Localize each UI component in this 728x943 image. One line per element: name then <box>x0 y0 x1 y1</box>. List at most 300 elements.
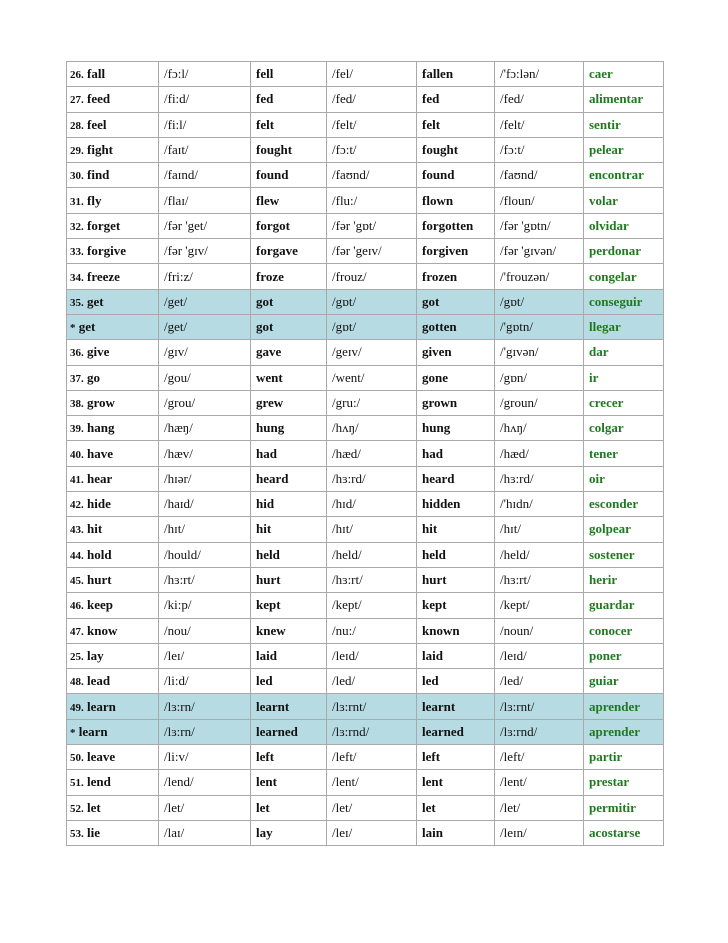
base-form: freeze <box>87 268 120 284</box>
verb-row <box>67 62 664 87</box>
base-form: get <box>87 293 104 309</box>
verb-row <box>67 795 664 820</box>
verb-row <box>67 643 664 668</box>
spanish-translation: conseguir <box>584 289 664 314</box>
past-pronunciation: /hɜ:rt/ <box>327 567 417 592</box>
base-form-cell <box>67 669 159 694</box>
base-form: hold <box>87 546 112 562</box>
verb-row <box>67 745 664 770</box>
verb-row <box>67 314 664 339</box>
past-participle: fallen <box>417 62 495 87</box>
participle-pronunciation: /gɒt/ <box>495 289 584 314</box>
past-pronunciation: /leɪd/ <box>327 643 417 668</box>
base-form-cell <box>67 163 159 188</box>
base-pronunciation: /hɪt/ <box>159 517 251 542</box>
base-pronunciation: /fri:z/ <box>159 264 251 289</box>
verb-row <box>67 188 664 213</box>
participle-pronunciation: /led/ <box>495 669 584 694</box>
verb-number: 50. <box>70 752 84 765</box>
verb-number: 43. <box>70 524 84 537</box>
participle-pronunciation: /lɜ:rnt/ <box>495 694 584 719</box>
past-pronunciation: /nu:/ <box>327 618 417 643</box>
participle-pronunciation: /hɜ:rt/ <box>495 567 584 592</box>
base-pronunciation: /fi:l/ <box>159 112 251 137</box>
verb-number: 48. <box>70 676 84 689</box>
past-pronunciation: /hɪt/ <box>327 517 417 542</box>
base-form: fight <box>87 142 113 158</box>
past-participle: hung <box>417 416 495 441</box>
spanish-translation: sentir <box>584 112 664 137</box>
base-form: feed <box>87 91 111 107</box>
verb-number: 52. <box>70 802 84 815</box>
past-pronunciation: /hɜ:rd/ <box>327 466 417 491</box>
participle-pronunciation: /faʊnd/ <box>495 163 584 188</box>
past-simple: grew <box>251 390 327 415</box>
verb-row <box>67 365 664 390</box>
verb-number: 40. <box>70 448 84 461</box>
participle-pronunciation: /'fɔ:lən/ <box>495 62 584 87</box>
base-form-cell <box>67 365 159 390</box>
past-pronunciation: /kept/ <box>327 593 417 618</box>
base-form-cell <box>67 188 159 213</box>
base-form: lead <box>87 673 111 689</box>
past-participle: lain <box>417 820 495 845</box>
past-participle: found <box>417 163 495 188</box>
base-pronunciation: /nou/ <box>159 618 251 643</box>
spanish-translation: permitir <box>584 795 664 820</box>
past-pronunciation: /went/ <box>327 365 417 390</box>
past-participle: left <box>417 745 495 770</box>
past-simple: fell <box>251 62 327 87</box>
base-form-cell <box>67 264 159 289</box>
past-pronunciation: /fər 'gɒt/ <box>327 213 417 238</box>
base-form-cell <box>67 770 159 795</box>
past-pronunciation: /gru:/ <box>327 390 417 415</box>
verb-number: 35. <box>70 296 84 309</box>
base-form-cell <box>67 213 159 238</box>
base-form: get <box>78 319 96 335</box>
past-participle: learned <box>417 719 495 744</box>
past-simple: fought <box>251 137 327 162</box>
base-form: give <box>87 344 110 360</box>
past-pronunciation: /hʌŋ/ <box>327 416 417 441</box>
past-participle: gotten <box>417 314 495 339</box>
verb-number: 38. <box>70 398 84 410</box>
verb-row <box>67 137 664 162</box>
base-pronunciation: /haɪd/ <box>159 492 251 517</box>
participle-pronunciation: /hɜ:rd/ <box>495 466 584 491</box>
verb-number: 30. <box>70 170 84 183</box>
spanish-translation: pelear <box>584 137 664 162</box>
base-form-cell <box>67 137 159 162</box>
verb-number: 44. <box>70 549 84 562</box>
base-pronunciation: /hæv/ <box>159 441 251 466</box>
past-simple: froze <box>251 264 327 289</box>
base-pronunciation: /get/ <box>159 314 251 339</box>
past-simple: led <box>251 669 327 694</box>
spanish-translation: tener <box>584 441 664 466</box>
verb-row <box>67 593 664 618</box>
base-form-cell <box>67 795 159 820</box>
participle-pronunciation: /leɪd/ <box>495 643 584 668</box>
participle-pronunciation: /hæd/ <box>495 441 584 466</box>
base-pronunciation: /lend/ <box>159 770 251 795</box>
verb-number: 27. <box>70 94 84 107</box>
base-pronunciation: /faɪt/ <box>159 137 251 162</box>
participle-pronunciation: /held/ <box>495 542 584 567</box>
base-form: have <box>87 445 113 461</box>
base-form: hide <box>87 496 111 512</box>
verb-number: 26. <box>70 69 84 82</box>
base-form: forget <box>87 217 121 233</box>
participle-pronunciation: /'gɒtn/ <box>495 314 584 339</box>
spanish-translation: sostener <box>584 542 664 567</box>
spanish-translation: colgar <box>584 416 664 441</box>
base-form-cell <box>67 441 159 466</box>
base-form-cell <box>67 745 159 770</box>
verb-number: * <box>70 322 76 335</box>
base-pronunciation: /hæŋ/ <box>159 416 251 441</box>
past-pronunciation: /fed/ <box>327 87 417 112</box>
base-pronunciation: /li:d/ <box>159 669 251 694</box>
verb-row <box>67 340 664 365</box>
past-pronunciation: /held/ <box>327 542 417 567</box>
past-participle: had <box>417 441 495 466</box>
participle-pronunciation: /leɪn/ <box>495 820 584 845</box>
base-pronunciation: /let/ <box>159 795 251 820</box>
spanish-translation: perdonar <box>584 239 664 264</box>
past-pronunciation: /fel/ <box>327 62 417 87</box>
past-participle: learnt <box>417 694 495 719</box>
past-participle: lent <box>417 770 495 795</box>
spanish-translation: guardar <box>584 593 664 618</box>
base-pronunciation: /hould/ <box>159 542 251 567</box>
past-simple: forgave <box>251 239 327 264</box>
verb-number: 39. <box>70 423 84 436</box>
past-participle: laid <box>417 643 495 668</box>
past-participle: flown <box>417 188 495 213</box>
past-simple: knew <box>251 618 327 643</box>
base-form: fall <box>87 66 106 82</box>
past-simple: left <box>251 745 327 770</box>
past-pronunciation: /leɪ/ <box>327 820 417 845</box>
verb-row <box>67 264 664 289</box>
past-participle: fought <box>417 137 495 162</box>
past-simple: gave <box>251 340 327 365</box>
participle-pronunciation: /lɜ:rnd/ <box>495 719 584 744</box>
verb-row <box>67 567 664 592</box>
base-form-cell <box>67 62 159 87</box>
spanish-translation: alimentar <box>584 87 664 112</box>
verb-row <box>67 492 664 517</box>
spanish-translation: crecer <box>584 390 664 415</box>
verb-number: * <box>70 726 76 739</box>
past-simple: hung <box>251 416 327 441</box>
base-form-cell <box>67 340 159 365</box>
base-form-cell <box>67 542 159 567</box>
spanish-translation: esconder <box>584 492 664 517</box>
spanish-translation: golpear <box>584 517 664 542</box>
verb-row <box>67 669 664 694</box>
past-participle: frozen <box>417 264 495 289</box>
verb-row <box>67 441 664 466</box>
spanish-translation: dar <box>584 340 664 365</box>
base-pronunciation: /grou/ <box>159 390 251 415</box>
spanish-translation: partir <box>584 745 664 770</box>
past-simple: felt <box>251 112 327 137</box>
participle-pronunciation: /lent/ <box>495 770 584 795</box>
spanish-translation: congelar <box>584 264 664 289</box>
past-pronunciation: /let/ <box>327 795 417 820</box>
verb-number: 37. <box>70 372 84 385</box>
base-pronunciation: /gɪv/ <box>159 340 251 365</box>
past-pronunciation: /hɪd/ <box>327 492 417 517</box>
spanish-translation: acostarse <box>584 820 664 845</box>
base-form-cell <box>67 416 159 441</box>
past-participle: held <box>417 542 495 567</box>
past-simple: went <box>251 365 327 390</box>
base-form: know <box>87 622 118 638</box>
past-participle: gone <box>417 365 495 390</box>
past-participle: hurt <box>417 567 495 592</box>
base-pronunciation: /fər 'gɪv/ <box>159 239 251 264</box>
past-pronunciation: /lɜ:rnd/ <box>327 719 417 744</box>
past-pronunciation: /fɔ:t/ <box>327 137 417 162</box>
base-form-cell <box>67 492 159 517</box>
verb-number: 46. <box>70 600 84 613</box>
past-pronunciation: /frouz/ <box>327 264 417 289</box>
past-participle: given <box>417 340 495 365</box>
past-simple: fed <box>251 87 327 112</box>
past-simple: laid <box>251 643 327 668</box>
participle-pronunciation: /gɒn/ <box>495 365 584 390</box>
past-simple: lay <box>251 820 327 845</box>
past-participle: kept <box>417 593 495 618</box>
past-simple: forgot <box>251 213 327 238</box>
past-pronunciation: /felt/ <box>327 112 417 137</box>
past-simple: got <box>251 314 327 339</box>
participle-pronunciation: /fɔ:t/ <box>495 137 584 162</box>
base-form-cell <box>67 466 159 491</box>
base-pronunciation: /hɜ:rt/ <box>159 567 251 592</box>
participle-pronunciation: /kept/ <box>495 593 584 618</box>
verb-row <box>67 542 664 567</box>
base-pronunciation: /laɪ/ <box>159 820 251 845</box>
past-participle: let <box>417 795 495 820</box>
verb-row <box>67 719 664 744</box>
verb-row <box>67 112 664 137</box>
spanish-translation: poner <box>584 643 664 668</box>
past-simple: learnt <box>251 694 327 719</box>
base-form-cell <box>67 618 159 643</box>
past-participle: led <box>417 669 495 694</box>
verb-number: 32. <box>70 220 84 233</box>
base-form: leave <box>87 749 116 765</box>
base-pronunciation: /lɜ:rn/ <box>159 694 251 719</box>
verb-number: 33. <box>70 246 84 259</box>
past-participle: forgiven <box>417 239 495 264</box>
verb-row <box>67 466 664 491</box>
verb-row <box>67 289 664 314</box>
base-form-cell <box>67 87 159 112</box>
verb-row <box>67 820 664 845</box>
base-form-cell <box>67 643 159 668</box>
base-form-cell <box>67 820 159 845</box>
participle-pronunciation: /fər 'gɒtn/ <box>495 213 584 238</box>
past-simple: heard <box>251 466 327 491</box>
verb-number: 51. <box>70 777 84 790</box>
verb-row <box>67 390 664 415</box>
past-pronunciation: /left/ <box>327 745 417 770</box>
base-form: feel <box>87 116 107 132</box>
past-simple: learned <box>251 719 327 744</box>
base-form: lie <box>87 825 100 841</box>
base-form-cell <box>67 314 159 339</box>
base-form: find <box>87 167 110 183</box>
past-participle: known <box>417 618 495 643</box>
verb-row <box>67 213 664 238</box>
verb-number: 29. <box>70 145 84 158</box>
past-pronunciation: /hæd/ <box>327 441 417 466</box>
verb-row <box>67 770 664 795</box>
verb-row <box>67 239 664 264</box>
verb-number: 42. <box>70 499 84 512</box>
verb-row <box>67 163 664 188</box>
participle-pronunciation: /fed/ <box>495 87 584 112</box>
base-pronunciation: /li:v/ <box>159 745 251 770</box>
base-form: hang <box>87 420 115 436</box>
participle-pronunciation: /hɪt/ <box>495 517 584 542</box>
base-form: fly <box>87 192 102 208</box>
base-pronunciation: /get/ <box>159 289 251 314</box>
past-pronunciation: /flu:/ <box>327 188 417 213</box>
verb-row <box>67 618 664 643</box>
verb-rows <box>67 62 664 846</box>
base-pronunciation: /hɪər/ <box>159 466 251 491</box>
past-participle: hit <box>417 517 495 542</box>
spanish-translation: aprender <box>584 694 664 719</box>
spanish-translation: llegar <box>584 314 664 339</box>
verb-number: 47. <box>70 625 84 638</box>
verb-row <box>67 517 664 542</box>
past-pronunciation: /gɒt/ <box>327 289 417 314</box>
past-simple: kept <box>251 593 327 618</box>
base-form: hurt <box>87 572 112 588</box>
spanish-translation: herir <box>584 567 664 592</box>
past-participle: felt <box>417 112 495 137</box>
past-simple: hurt <box>251 567 327 592</box>
base-pronunciation: /faɪnd/ <box>159 163 251 188</box>
base-form: lay <box>87 647 104 663</box>
past-pronunciation: /lent/ <box>327 770 417 795</box>
irregular-verbs-table <box>66 61 664 846</box>
base-form: learn <box>78 723 108 739</box>
past-pronunciation: /fər 'geɪv/ <box>327 239 417 264</box>
irregular-verbs-sheet <box>66 61 663 846</box>
base-pronunciation: /fər 'get/ <box>159 213 251 238</box>
base-pronunciation: /fɔ:l/ <box>159 62 251 87</box>
past-participle: heard <box>417 466 495 491</box>
verb-number: 34. <box>70 271 84 284</box>
verb-row <box>67 416 664 441</box>
base-form-cell <box>67 390 159 415</box>
base-pronunciation: /flaɪ/ <box>159 188 251 213</box>
base-form-cell <box>67 517 159 542</box>
spanish-translation: prestar <box>584 770 664 795</box>
past-pronunciation: /geɪv/ <box>327 340 417 365</box>
base-form-cell <box>67 239 159 264</box>
participle-pronunciation: /'frouzən/ <box>495 264 584 289</box>
past-simple: got <box>251 289 327 314</box>
spanish-translation: conocer <box>584 618 664 643</box>
base-pronunciation: /lɜ:rn/ <box>159 719 251 744</box>
participle-pronunciation: /let/ <box>495 795 584 820</box>
past-participle: forgotten <box>417 213 495 238</box>
base-form-cell <box>67 593 159 618</box>
base-form-cell <box>67 719 159 744</box>
verb-number: 41. <box>70 473 84 486</box>
base-form: keep <box>87 597 113 613</box>
base-form: lend <box>87 774 111 790</box>
past-simple: hit <box>251 517 327 542</box>
verb-number: 49. <box>70 701 84 714</box>
base-pronunciation: /gou/ <box>159 365 251 390</box>
spanish-translation: encontrar <box>584 163 664 188</box>
spanish-translation: oir <box>584 466 664 491</box>
past-pronunciation: /lɜ:rnt/ <box>327 694 417 719</box>
participle-pronunciation: /noun/ <box>495 618 584 643</box>
base-form-cell <box>67 112 159 137</box>
participle-pronunciation: /felt/ <box>495 112 584 137</box>
past-participle: grown <box>417 390 495 415</box>
spanish-translation: guiar <box>584 669 664 694</box>
past-simple: found <box>251 163 327 188</box>
past-simple: lent <box>251 770 327 795</box>
participle-pronunciation: /fər 'gɪvən/ <box>495 239 584 264</box>
participle-pronunciation: /hʌŋ/ <box>495 416 584 441</box>
base-form: forgive <box>87 243 126 259</box>
verb-number: 25. <box>70 650 84 663</box>
base-form: learn <box>87 698 116 714</box>
verb-number: 36. <box>70 347 84 360</box>
verb-number: 28. <box>70 119 84 132</box>
spanish-translation: ir <box>584 365 664 390</box>
past-pronunciation: /gɒt/ <box>327 314 417 339</box>
verb-number: 45. <box>70 575 84 588</box>
past-pronunciation: /faʊnd/ <box>327 163 417 188</box>
spanish-translation: volar <box>584 188 664 213</box>
spanish-translation: caer <box>584 62 664 87</box>
base-form-cell <box>67 567 159 592</box>
base-pronunciation: /leɪ/ <box>159 643 251 668</box>
verb-row <box>67 87 664 112</box>
base-form: hear <box>87 470 113 486</box>
spanish-translation: aprender <box>584 719 664 744</box>
base-pronunciation: /ki:p/ <box>159 593 251 618</box>
verb-number: 53. <box>70 828 84 841</box>
base-form: let <box>87 799 101 815</box>
verb-number: 31. <box>70 195 84 208</box>
participle-pronunciation: /groun/ <box>495 390 584 415</box>
base-form-cell <box>67 289 159 314</box>
verb-row <box>67 694 664 719</box>
participle-pronunciation: /floun/ <box>495 188 584 213</box>
base-form: hit <box>87 521 103 537</box>
participle-pronunciation: /'hɪdn/ <box>495 492 584 517</box>
base-form: grow <box>87 395 115 410</box>
spanish-translation: olvidar <box>584 213 664 238</box>
past-simple: had <box>251 441 327 466</box>
